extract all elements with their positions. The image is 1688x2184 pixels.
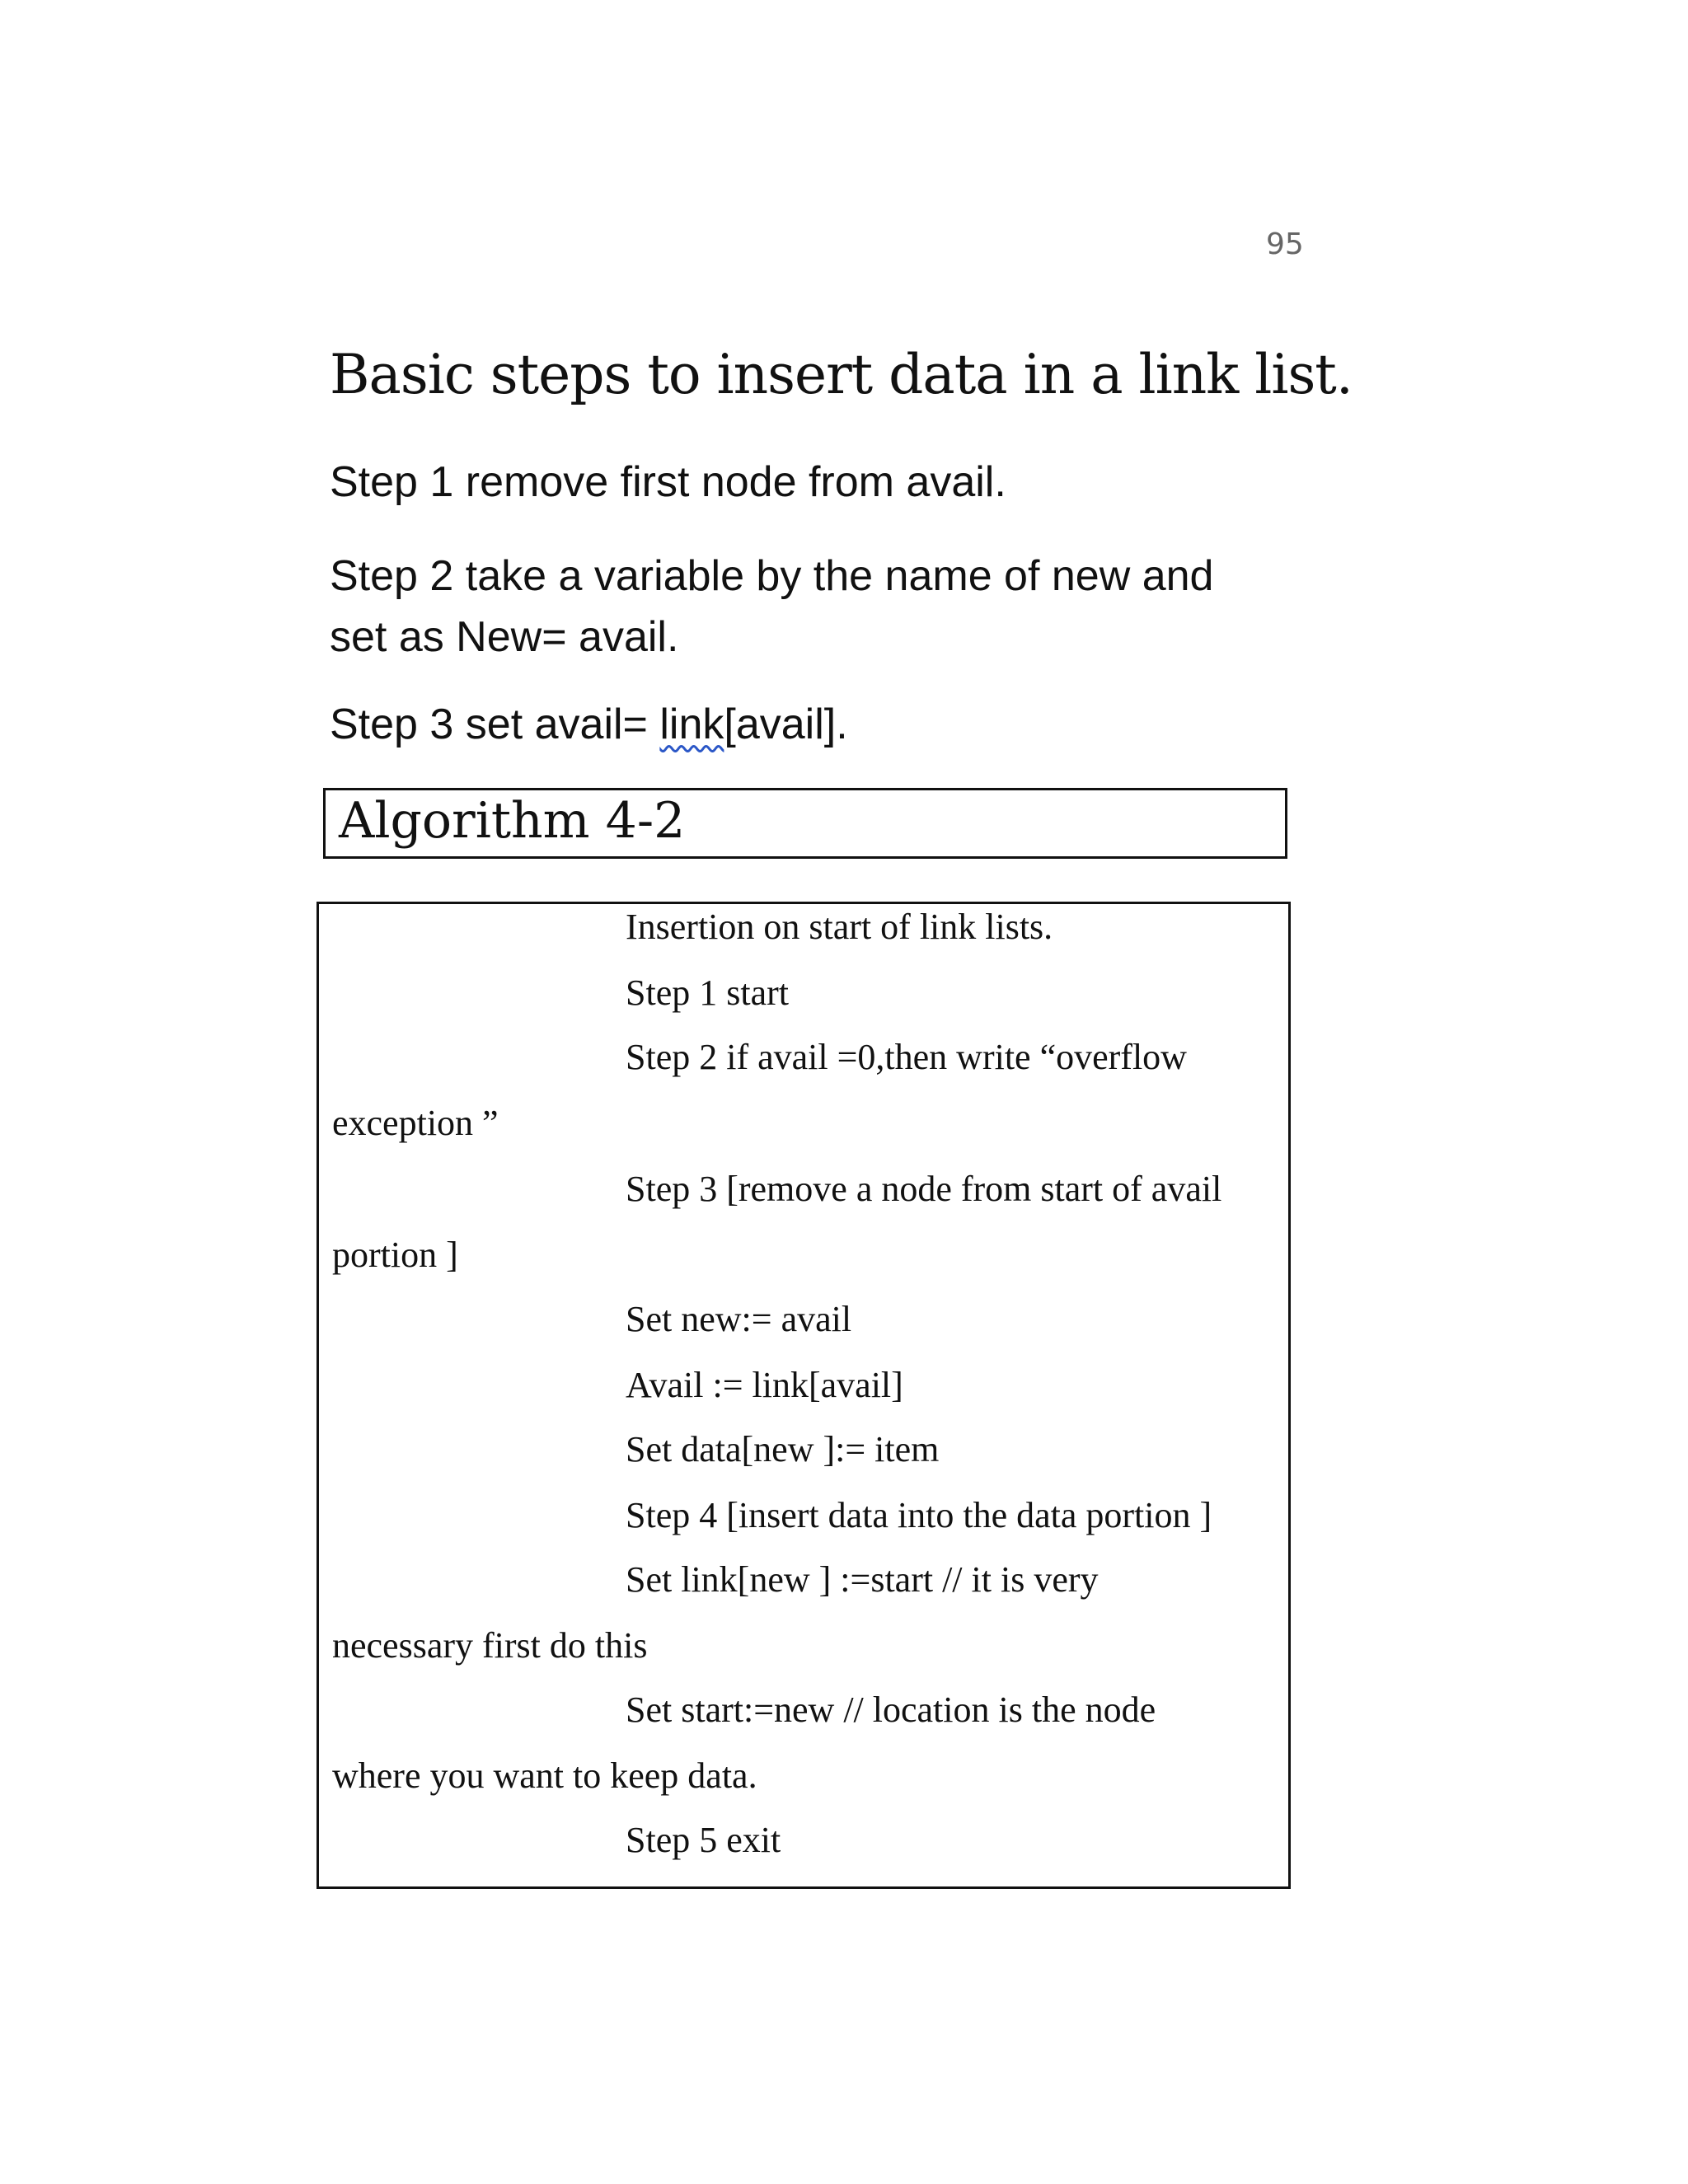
algorithm-line: Set data[new ]:= item xyxy=(626,1429,940,1469)
algorithm-line: Step 3 [remove a node from start of avail xyxy=(626,1169,1222,1209)
step-2-line-1: Step 2 take a variable by the name of new and xyxy=(330,552,1214,600)
step-3-after: [avail]. xyxy=(724,701,848,748)
algorithm-line: Step 4 [insert data into the data portion ] xyxy=(626,1495,1212,1535)
algorithm-line: Step 5 exit xyxy=(626,1820,781,1860)
algorithm-line: Set new:= avail xyxy=(626,1299,852,1339)
page-number: 95 xyxy=(1266,227,1304,261)
step-2-text xyxy=(330,546,1213,668)
step-1-text: Step 1 remove first node from avail. xyxy=(330,458,1006,506)
step-3-text xyxy=(330,694,848,755)
step-3-before: Step 3 set avail= xyxy=(330,701,660,748)
step-2-line-2: set as New= avail. xyxy=(330,613,679,661)
algorithm-line: Step 2 if avail =0,then write “overflow xyxy=(626,1037,1187,1077)
algorithm-line: necessary first do this xyxy=(332,1625,648,1666)
algorithm-title-box xyxy=(323,788,1287,859)
algorithm-line: Step 1 start xyxy=(626,972,789,1013)
algorithm-line: Insertion on start of link lists. xyxy=(626,907,1053,947)
algorithm-title: Algorithm 4-2 xyxy=(339,792,686,850)
algorithm-line: Set start:=new // location is the node xyxy=(626,1690,1156,1730)
algorithm-line: where you want to keep data. xyxy=(332,1755,757,1796)
algorithm-line: exception ” xyxy=(332,1103,499,1143)
algorithm-line: Avail := link[avail] xyxy=(626,1365,903,1405)
algorithm-line: portion ] xyxy=(332,1235,458,1275)
step-3-link-word: link xyxy=(659,701,724,748)
algorithm-box xyxy=(316,902,1291,1889)
section-heading: Basic steps to insert data in a link list. xyxy=(330,343,1353,406)
algorithm-line: Set link[new ] :=start // it is very xyxy=(626,1559,1099,1600)
